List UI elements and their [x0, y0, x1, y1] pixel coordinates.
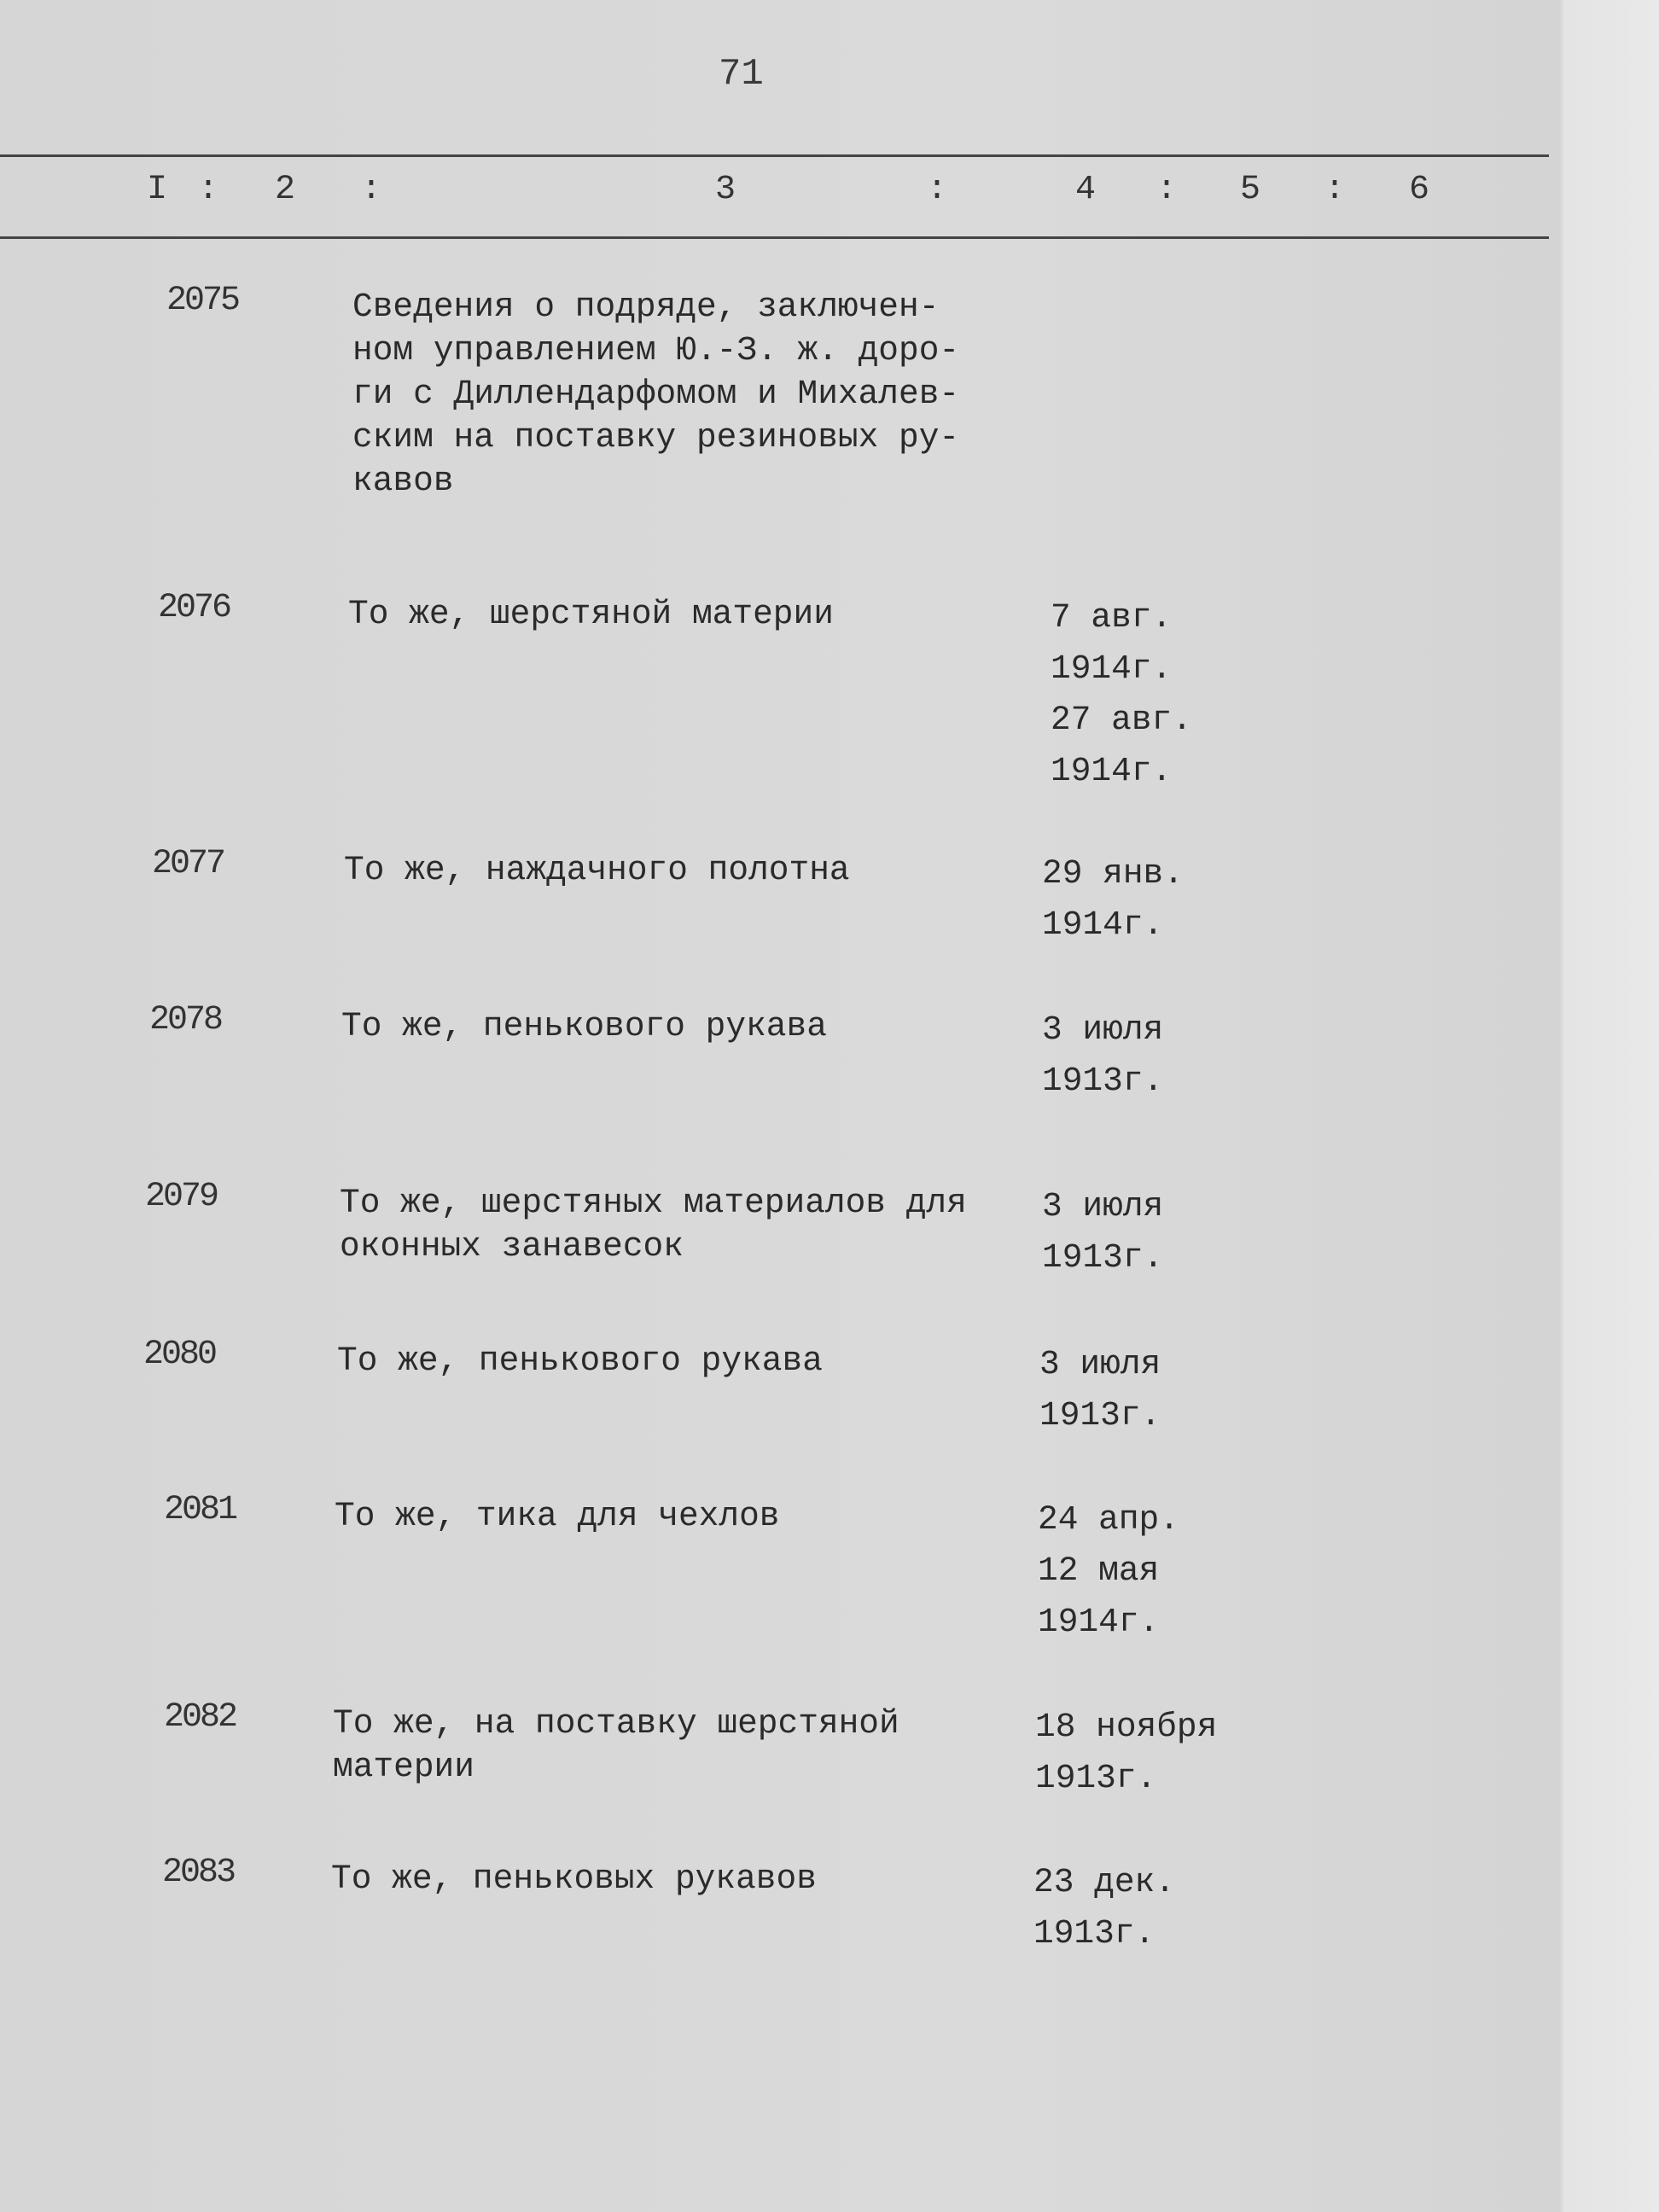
item-description	[337, 1339, 823, 1382]
header-bottom-rule	[0, 236, 1549, 239]
column-header-6: 6	[1409, 171, 1430, 209]
column-separator: :	[927, 171, 948, 209]
item-number: 2082	[164, 1698, 236, 1737]
date-line: 23 дек.	[1033, 1863, 1175, 1901]
column-header-3: 3	[715, 171, 736, 209]
date-line: 27 авг.	[1051, 701, 1192, 739]
description-line: ги с Диллендарфомом и Михалев-	[352, 375, 960, 413]
description-line: материи	[333, 1748, 474, 1786]
description-line: То же, шерстяной материи	[348, 595, 834, 633]
item-number: 2083	[162, 1854, 235, 1892]
item-description	[331, 1857, 817, 1901]
item-description	[341, 1004, 827, 1048]
column-header-1: I	[147, 171, 168, 209]
date-line: 1913г.	[1042, 1238, 1164, 1277]
description-line: ским на поставку резиновых ру-	[352, 418, 960, 457]
date-line: 1914г.	[1051, 752, 1173, 790]
item-dates	[1051, 592, 1192, 797]
item-description	[348, 592, 834, 636]
item-dates	[1042, 1004, 1163, 1107]
description-line: оконных занавесок	[340, 1227, 684, 1266]
date-line: 29 янв.	[1042, 854, 1184, 893]
header-top-rule	[0, 154, 1549, 157]
item-dates	[1035, 1702, 1217, 1804]
description-line: То же, на поставку шерстяной	[333, 1704, 899, 1743]
page-number: 71	[719, 53, 764, 96]
item-number: 2080	[143, 1336, 216, 1374]
item-number: 2078	[149, 1001, 222, 1039]
item-number: 2075	[166, 282, 239, 320]
item-description	[335, 1494, 780, 1538]
description-line: То же, пенькового рукава	[341, 1007, 827, 1045]
description-line: То же, тика для чехлов	[335, 1497, 780, 1535]
description-line: То же, шерстяных материалов для	[340, 1184, 967, 1222]
column-header-5: 5	[1240, 171, 1261, 209]
date-line: 12 мая	[1038, 1551, 1160, 1590]
description-line: ном управлением Ю.-З. ж. доро-	[352, 331, 960, 370]
date-line: 7 авг.	[1051, 598, 1173, 637]
date-line: 24 апр.	[1038, 1500, 1179, 1539]
description-line: Сведения о подряде, заключен-	[352, 288, 940, 326]
date-line: 1913г.	[1042, 1062, 1164, 1100]
date-line: 3 июля	[1042, 1010, 1164, 1049]
item-dates	[1038, 1494, 1179, 1648]
date-line: 1913г.	[1033, 1914, 1155, 1953]
date-line: 1914г.	[1051, 649, 1173, 688]
description-line: То же, наждачного полотна	[344, 851, 850, 889]
item-dates	[1039, 1339, 1161, 1441]
date-line: 1914г.	[1038, 1603, 1160, 1641]
item-description	[352, 285, 959, 503]
date-line: 3 июля	[1042, 1187, 1164, 1225]
column-separator: :	[1156, 171, 1178, 209]
date-line: 3 июля	[1039, 1345, 1161, 1383]
item-description	[340, 1181, 967, 1268]
description-line: То же, пенькового рукава	[337, 1342, 823, 1380]
description-line: кавов	[352, 462, 454, 500]
item-number: 2079	[145, 1178, 218, 1216]
item-number: 2081	[164, 1491, 236, 1529]
item-description	[333, 1702, 899, 1789]
column-separator: :	[1324, 171, 1346, 209]
date-line: 1913г.	[1039, 1396, 1161, 1435]
column-header-4: 4	[1075, 171, 1097, 209]
date-line: 18 ноября	[1035, 1708, 1218, 1746]
item-dates	[1042, 848, 1184, 951]
date-line: 1914г.	[1042, 905, 1164, 944]
description-line: То же, пеньковых рукавов	[331, 1860, 817, 1898]
item-dates	[1033, 1857, 1175, 1959]
item-number: 2076	[158, 589, 230, 627]
date-line: 1913г.	[1035, 1759, 1157, 1797]
column-separator: :	[198, 171, 219, 209]
column-header-2: 2	[275, 171, 296, 209]
item-number: 2077	[152, 845, 224, 883]
item-description	[344, 848, 850, 892]
column-separator: :	[361, 171, 382, 209]
item-dates	[1042, 1181, 1163, 1284]
